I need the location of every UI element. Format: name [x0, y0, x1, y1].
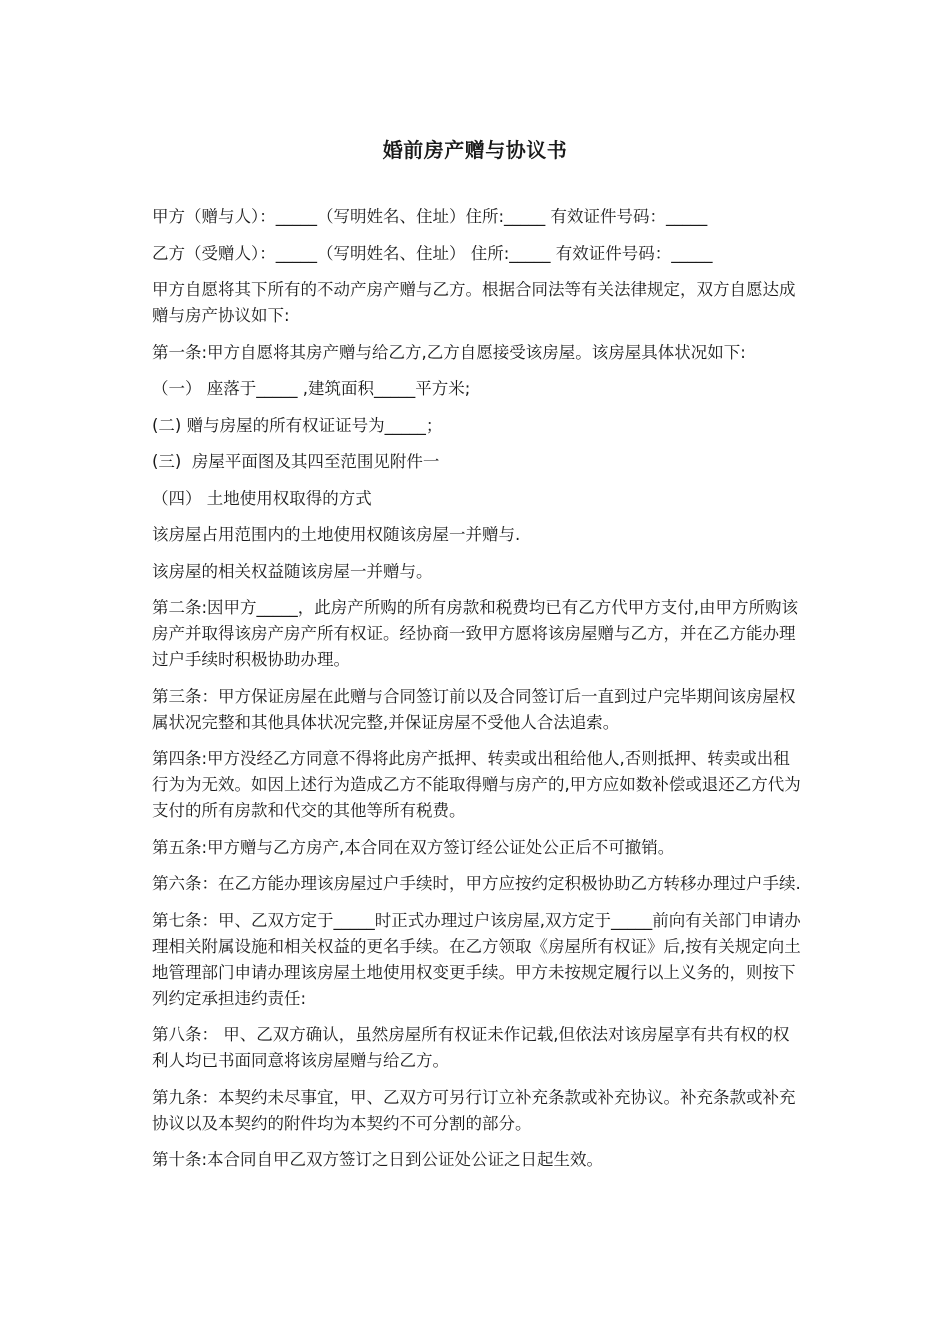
- article-3: 第三条：甲方保证房屋在此赠与合同签订前以及合同签订后一直到过户完毕期间该房屋权属状况完整和其他具体状况完整,并保证房屋不受他人合法追索。: [152, 686, 796, 732]
- article-6: 第六条：在乙方能办理该房屋过户手续时，甲方应按约定积极协助乙方转移办理过户手续.: [152, 874, 801, 893]
- party-a-line: 甲方（赠与人）：_____（写明姓名、住址）住所:_____ 有效证件号码：_____: [152, 207, 708, 226]
- preamble: 甲方自愿将其下所有的不动产房产赠与乙方。根据合同法等有关法律规定，双方自愿达成赠与房产协议如下:: [152, 280, 796, 325]
- article-1-item-3: (三) 房屋平面图及其四至范围见附件一: [152, 452, 440, 471]
- document-body: [152, 204, 802, 1184]
- article-2: 第二条:因甲方_____，此房产所购的所有房款和税费均已有乙方代甲方支付,由甲方所购该房产并取得该房产房产所有权证。经协商一致甲方愿将该房屋赠与乙方，并在乙方能办理过户手续时积极协助办理。: [152, 598, 799, 669]
- article-4: 第四条:甲方没经乙方同意不得将此房产抵押、转卖或出租给他人,否则抵押、转卖或出租行为为无效。如因上述行为造成乙方不能取得赠与房产的,甲方应如数补偿或退还乙方代为支付的所有房款和代交的其他等所有税费。: [152, 749, 801, 820]
- article-1-item-4: （四） 土地使用权取得的方式: [152, 488, 372, 508]
- article-1-item-2: (二) 赠与房屋的所有权证证号为_____；: [152, 415, 443, 435]
- article-5: 第五条:甲方赠与乙方房产,本合同在双方签订经公证处公正后不可撤销。: [152, 837, 675, 857]
- article-7: 第七条：甲、乙双方定于_____时正式办理过户该房屋,双方定于_____前向有关部门申请办理相关附属设施和相关权益的更名手续。在乙方领取《房屋所有权证》后,按有关规定向土地管理部门申请办理该房屋土地使用权变更手续。甲方未按规定履行以上义务的，则按下列约定承担违约责任:: [152, 910, 801, 1008]
- rights-note: 该房屋的相关权益随该房屋一并赠与。: [152, 561, 433, 581]
- land-use-note: 该房屋占用范围内的土地使用权随该房屋一并赠与.: [152, 525, 521, 544]
- article-1: 第一条:甲方自愿将其房产赠与给乙方,乙方自愿接受该房屋。该房屋具体状况如下:: [152, 342, 746, 362]
- article-10: 第十条:本合同自甲乙双方签订之日到公证处公证之日起生效。: [152, 1150, 604, 1169]
- article-9: 第九条：本契约未尽事宜，甲、乙双方可另行订立补充条款或补充协议。补充条款或补充协议以及本契约的附件均为本契约不可分割的部分。: [152, 1087, 796, 1133]
- document-title: 婚前房产赠与协议书: [382, 138, 568, 162]
- article-1-item-1: （一） 座落于_____ ,建筑面积_____平方米;: [152, 379, 471, 398]
- party-b-line: 乙方（受赠人）：_____（写明姓名、住址） 住所:_____ 有效证件号码：_____: [152, 243, 713, 263]
- article-8: 第八条： 甲、乙双方确认，虽然房屋所有权证未作记载,但依法对该房屋享有共有权的权利人均已书面同意将该房屋赠与给乙方。: [152, 1025, 790, 1070]
